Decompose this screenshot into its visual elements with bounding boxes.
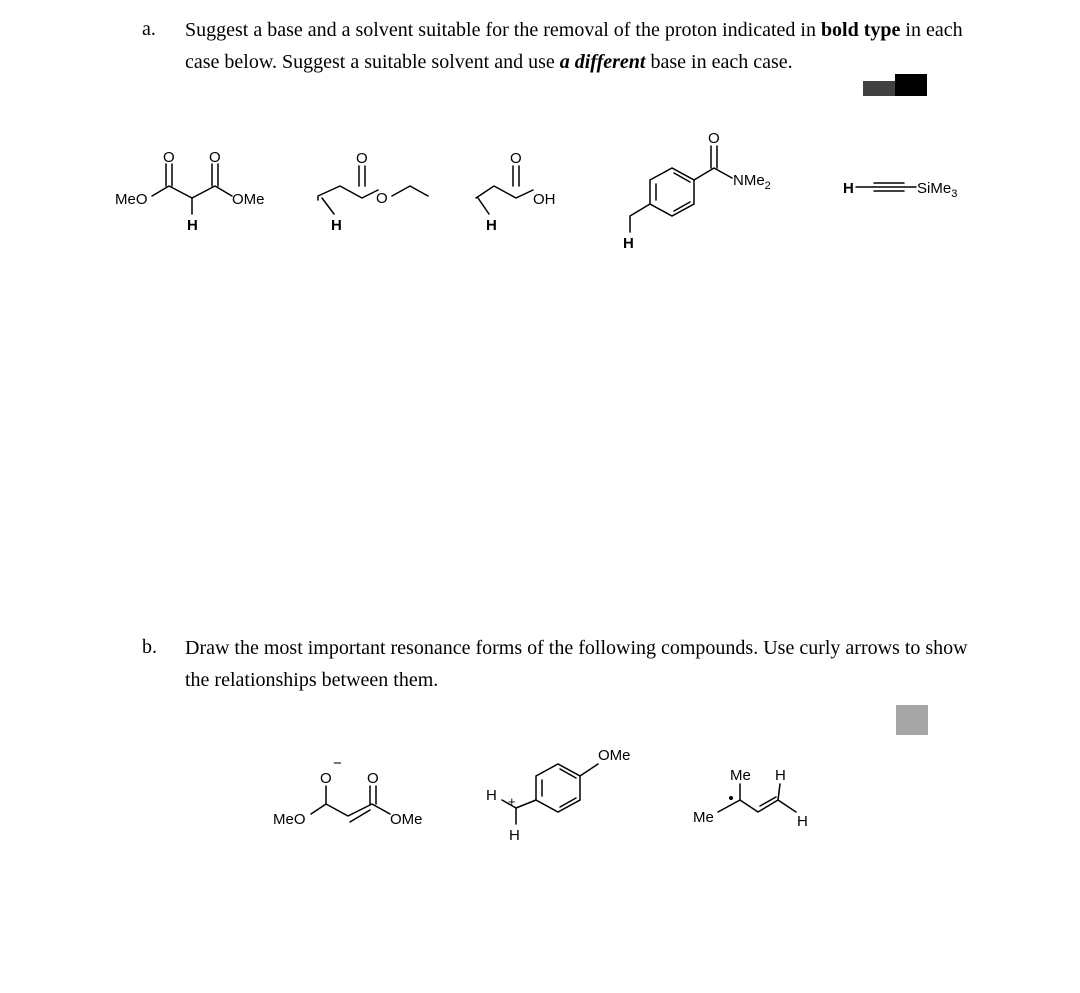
enolate-o2: O: [367, 770, 379, 787]
malonate-o2: O: [209, 149, 221, 166]
structure-acid: [476, 150, 556, 234]
structure-allyl-radical: [693, 767, 808, 830]
question-a-text-1: Suggest a base and a solvent suitable for the removal of the proton indicated in: [185, 19, 821, 41]
question-a-text-2: in each case below. Suggest a suitable solvent and use: [185, 19, 963, 73]
structure-amide: [623, 130, 771, 252]
acid-o: O: [510, 150, 522, 167]
acid-h: H: [486, 217, 497, 234]
malonate-ome: OMe: [232, 191, 265, 208]
alkyne-h: H: [843, 180, 854, 197]
enolate-o1: O: [320, 770, 332, 787]
amide-o: O: [708, 130, 720, 147]
allyl-me1: Me: [730, 767, 751, 784]
alkyne-sime3: SiMe$_3$: [917, 180, 958, 200]
benzyl-ome: OMe: [598, 747, 631, 764]
question-a-bold: bold type: [820, 19, 901, 41]
ester-o-ether: O: [376, 190, 388, 207]
malonate-meo: MeO: [115, 191, 148, 208]
allyl-h1: H: [775, 767, 786, 784]
structure-enolate: [273, 755, 423, 828]
ester-o-carbonyl: O: [356, 150, 368, 167]
question-a-emphasis: a different: [559, 51, 646, 73]
amide-h: H: [623, 235, 634, 252]
enolate-meo: MeO: [273, 811, 306, 828]
benzyl-h1: H: [486, 787, 497, 804]
malonate-o1: O: [163, 149, 175, 166]
question-b-text: Draw the most important resonance forms of the following compounds. Use curly arrows to show the relationships between them.: [185, 637, 968, 691]
structure-alkyne: [843, 180, 957, 200]
allyl-h2: H: [797, 813, 808, 830]
benzyl-charge: +: [508, 794, 516, 809]
enolate-ome: OMe: [390, 811, 423, 828]
question-a-label: a.: [142, 18, 156, 40]
malonate-h: H: [187, 217, 198, 234]
structure-benzyl-cation: [486, 747, 631, 844]
amide-nme2: NMe$_2$: [733, 172, 771, 192]
allyl-me2: Me: [693, 809, 714, 826]
enolate-charge: −: [333, 755, 342, 772]
benzyl-h2: H: [509, 827, 520, 844]
question-b-label: b.: [142, 636, 157, 658]
structure-malonate: [115, 149, 265, 234]
question-a-text-3: base in each case.: [645, 51, 793, 73]
ester-h: H: [331, 217, 342, 234]
structure-ester: [318, 150, 428, 234]
acid-oh: OH: [533, 191, 556, 208]
